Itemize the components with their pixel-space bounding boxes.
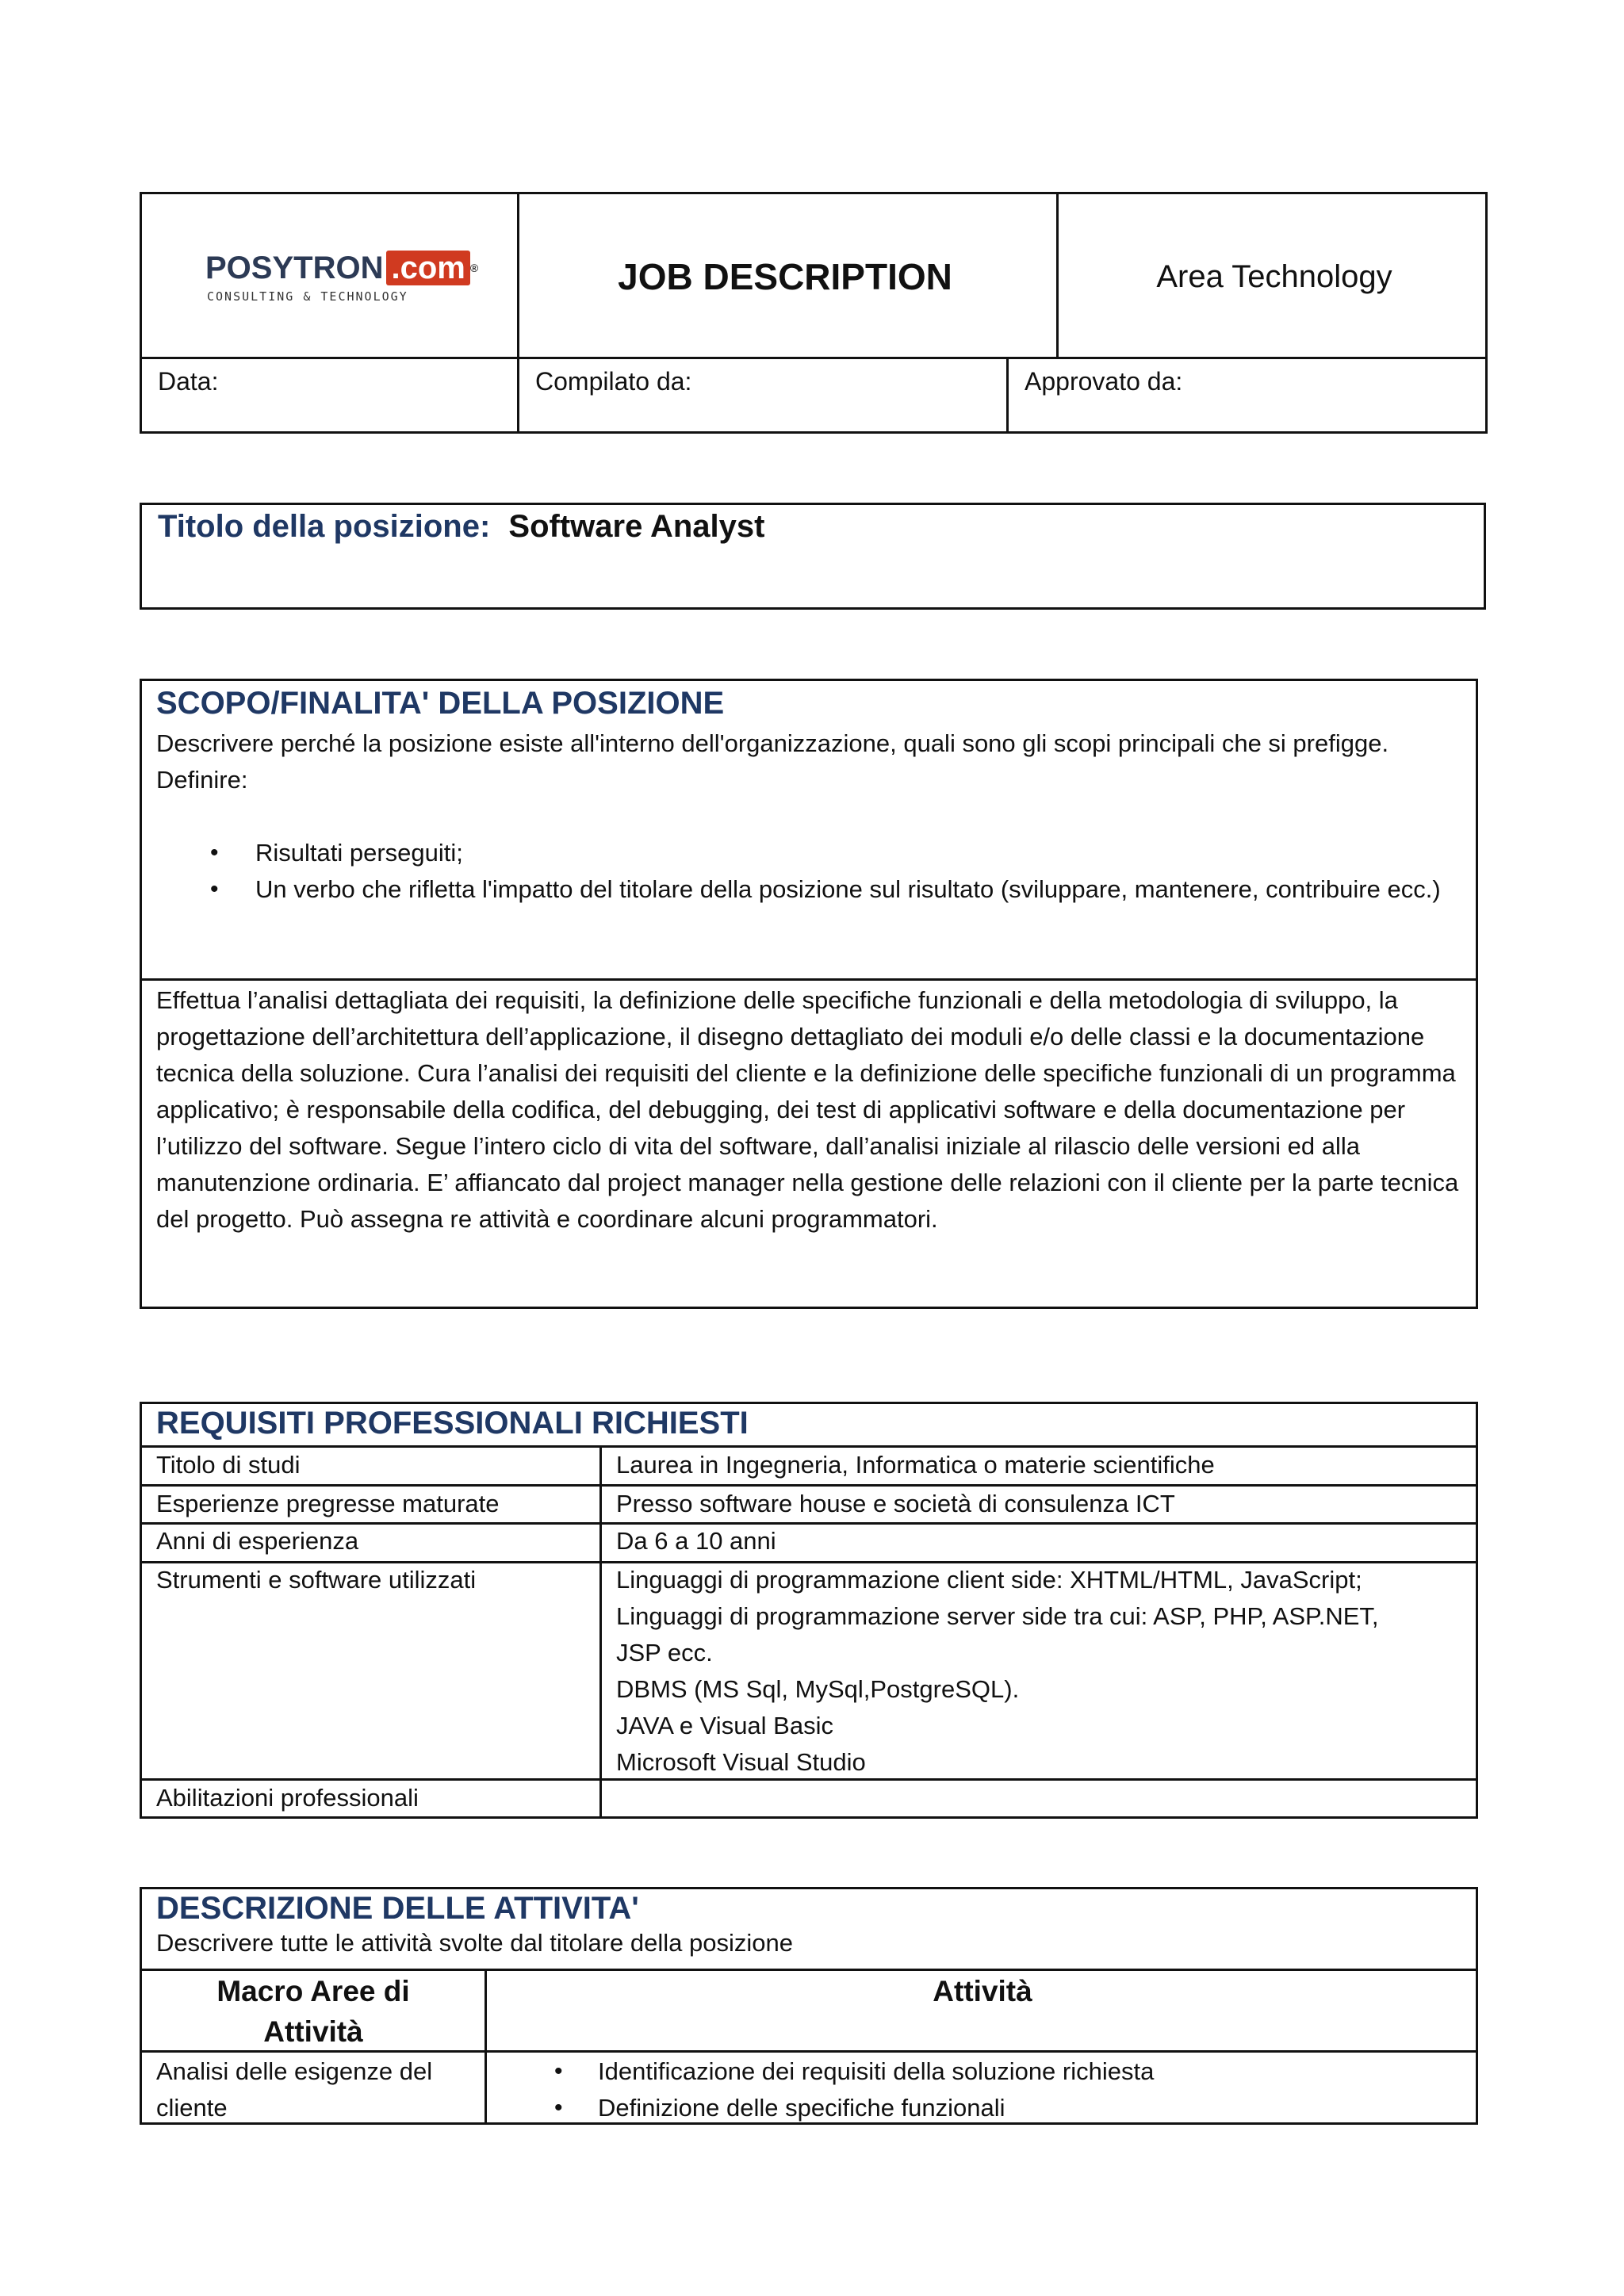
position-title xyxy=(158,509,764,545)
activity-items-cell xyxy=(538,2053,1474,2126)
logo-brand: POSYTRON xyxy=(205,251,384,285)
activities-subheading: Descrivere tutte le attività svolte dal titolare della posizione xyxy=(156,1929,793,1957)
area-line: Analisi delle esigenze del xyxy=(156,2057,433,2085)
approved-by-label: Approvato da: xyxy=(1025,367,1183,396)
req-row-value: Da 6 a 10 anni xyxy=(616,1527,776,1555)
req-row-value: Laurea in Ingegneria, Informatica o materie scientifiche xyxy=(616,1451,1215,1479)
logo-tagline: CONSULTING & TECHNOLOGY xyxy=(207,289,408,304)
req-row-label: Titolo di studi xyxy=(156,1451,301,1479)
area-line: cliente xyxy=(156,2094,228,2122)
header-divider xyxy=(1006,359,1009,431)
header-line: Attività xyxy=(263,2015,363,2048)
req-row-value: Presso software house e società di consulenza ICT xyxy=(616,1490,1175,1517)
position-title-label: Titolo della posizione: xyxy=(158,509,491,544)
activities-col-header-area xyxy=(142,1971,485,2052)
logo-domain: .com xyxy=(386,251,469,285)
req-value-line: Microsoft Visual Studio xyxy=(616,1748,866,1776)
scope-bullet-list xyxy=(156,835,1457,908)
header-table xyxy=(140,192,1488,434)
requirements-heading: REQUISITI PROFESSIONALI RICHIESTI xyxy=(156,1406,749,1441)
table-column-rule xyxy=(599,1445,602,1816)
document-title: JOB DESCRIPTION xyxy=(618,256,952,297)
scope-divider xyxy=(142,978,1476,981)
req-row-label: Abilitazioni professionali xyxy=(156,1784,419,1812)
req-value-line: Linguaggi di programmazione client side: XHTML/HTML, JavaScript; xyxy=(616,1566,1362,1594)
req-value-line: DBMS (MS Sql, MySql,PostgreSQL). xyxy=(616,1675,1020,1703)
req-value-line: Linguaggi di programmazione server side tra cui: ASP, PHP, ASP.NET, xyxy=(616,1602,1379,1630)
req-value-line: JSP ecc. xyxy=(616,1639,713,1667)
date-field-label: Data: xyxy=(158,367,219,396)
position-title-box xyxy=(140,503,1486,610)
list-item: • Risultati perseguiti; xyxy=(156,835,1457,871)
scope-heading: SCOPO/FINALITA' DELLA POSIZIONE xyxy=(156,686,725,721)
list-item: • Definizione delle specifiche funzionali xyxy=(538,2090,1474,2126)
area-label: Area Technology xyxy=(1156,258,1392,294)
activity-area-cell xyxy=(156,2053,481,2126)
activities-table xyxy=(140,1887,1478,2125)
list-item: • Un verbo che rifletta l'impatto del titolare della posizione sul risultato (sviluppare, mantenere, contribuire ecc.) xyxy=(156,871,1457,908)
scope-body-text: Effettua l’analisi dettagliata dei requisiti, la definizione delle specifiche funzionali e della metodologia di sviluppo, la progettazione dell’architettura dell’applicazione, il disegno dettagliato dei moduli e/o delle classi e la documentazione tecnica della soluzione. Cura l’analisi dei requisiti del cliente e la definizione delle specifiche funzionali di un programma applicativo; è responsabile della codifica, del debugging, dei test di applicativi software e della documentazione per l’utilizzo del software. Segue l’intero ciclo di vita del software, dall’analisi iniziale al rilascio delle versioni ed alla manutenzione ordinaria. E’ affiancato dal project manager nella gestione delle relazioni con il cliente per la parte tecnica del progetto. Può assegna re attività e coordinare alcuni programmatori. xyxy=(156,986,1459,1233)
list-item: • Identificazione dei requisiti della soluzione richiesta xyxy=(538,2053,1474,2090)
activities-col-header-activity: Attività xyxy=(933,1975,1032,2007)
requirements-table xyxy=(140,1402,1478,1819)
req-row-label: Strumenti e software utilizzati xyxy=(156,1566,477,1594)
scope-instructions xyxy=(156,725,1457,798)
activities-heading: DESCRIZIONE DELLE ATTIVITA' xyxy=(156,1891,639,1926)
req-row-value-list xyxy=(616,1562,1379,1781)
scope-section xyxy=(140,679,1478,1309)
header-line: Macro Aree di xyxy=(216,1975,410,2007)
logo-wordmark: POSYTRON .com ® xyxy=(205,251,479,285)
company-logo xyxy=(205,250,479,313)
req-row-label: Anni di esperienza xyxy=(156,1527,359,1555)
compiled-by-label: Compilato da: xyxy=(535,367,692,396)
req-row-label: Esperienze pregresse maturate xyxy=(156,1490,500,1517)
req-value-line: JAVA e Visual Basic xyxy=(616,1712,833,1739)
scope-define-label: Definire: xyxy=(156,766,248,794)
position-title-value: Software Analyst xyxy=(508,509,765,544)
scope-description: Descrivere perché la posizione esiste all'interno dell'organizzazione, quali sono gli scopi principali che si prefigge. xyxy=(156,729,1389,757)
